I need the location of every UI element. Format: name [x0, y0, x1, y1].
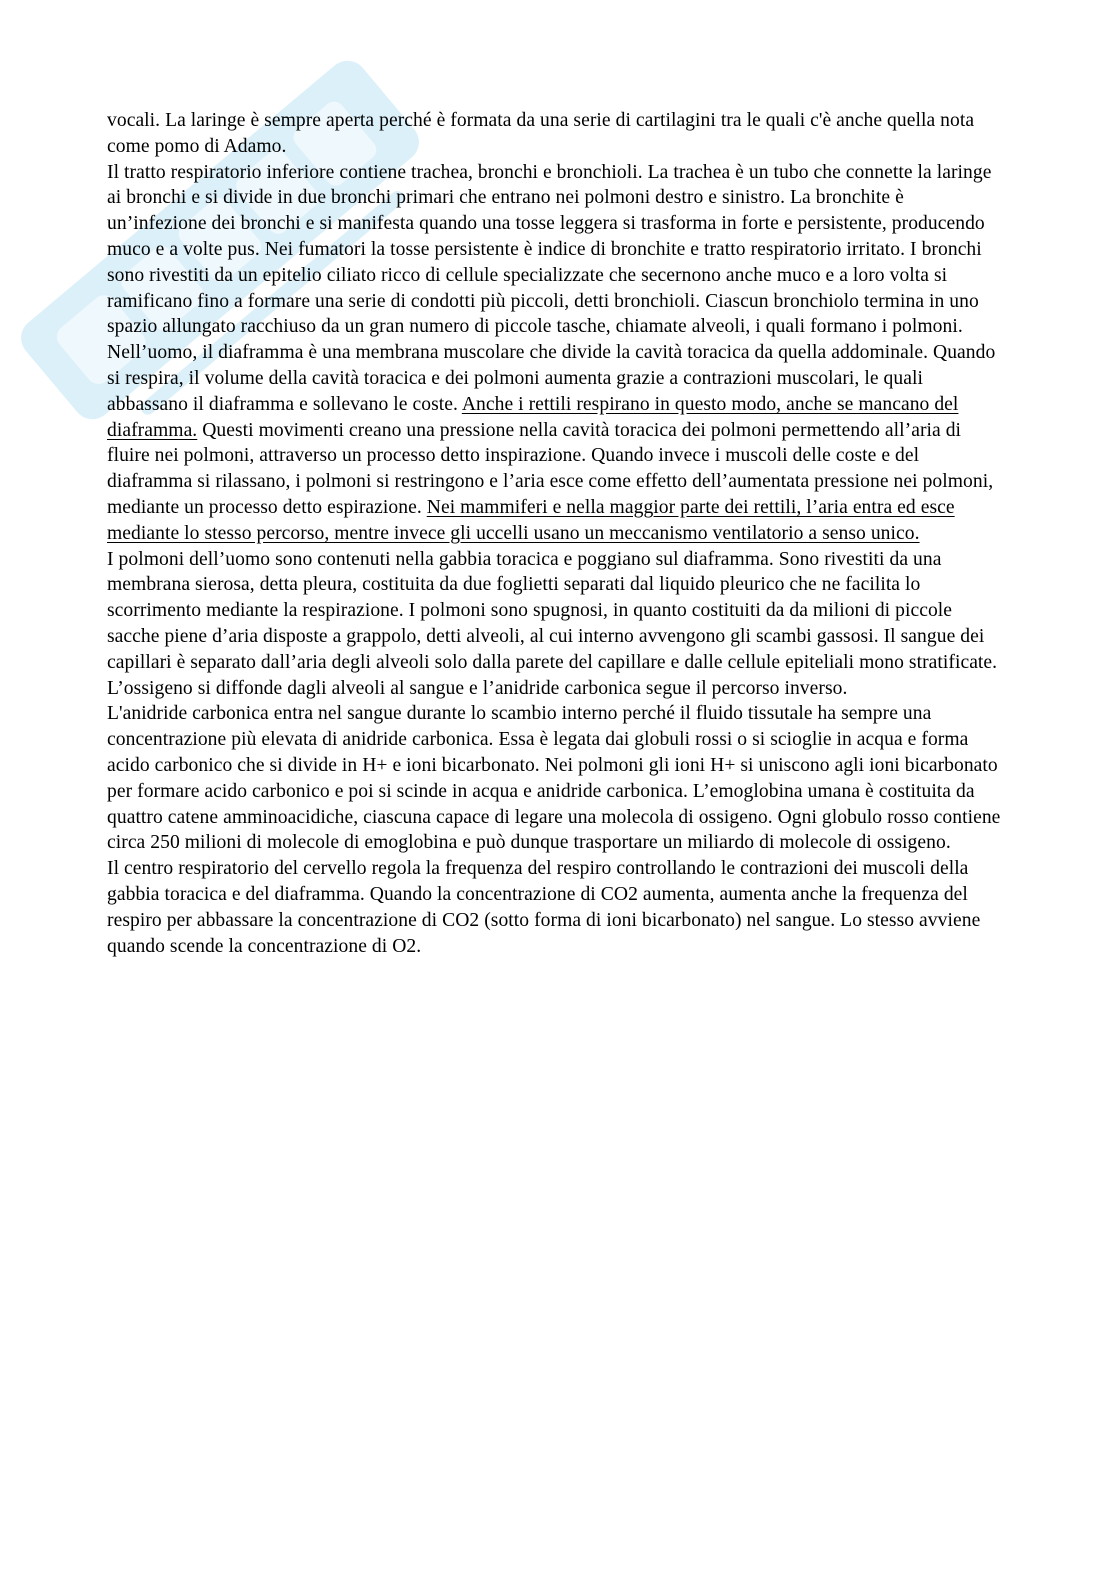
underlined-text: Nei mammiferi e nella maggior parte dei rettili, l’aria entra ed esce mediante lo stesso percorso, mentre invece gli uccelli usano un meccanismo ventilatorio a senso unico.: [107, 496, 955, 544]
text-segment: Nell’uomo, il diaframma è una membrana muscolare che divide la cavità toracica da quella addominale. Quando si respira, il volume della cavità toracica e dei polmoni aumenta grazie a contrazioni muscolari, le quali abbassano il diaframma e sollevano le coste.: [107, 342, 996, 415]
text-segment: Il tratto respiratorio inferiore contiene trachea, bronchi e bronchioli. La trachea è un tubo che connette la laringe ai bronchi e si divide in due bronchi primari che entrano nei polmoni destro e sinistro. La bronchite è un’infezione dei bronchi e si manifesta quando una tosse leggera si trasforma in forte e persistente, producendo muco e a volte pus. Nei fumatori la tosse persistente è indice di bronchite e tratto respiratorio irritato. I bronchi sono rivestiti da un epitelio ciliato ricco di cellule specializzate che secernono anche muco e a loro volta si ramificano fino a formare una serie di condotti più piccoli, detti bronchioli. Ciascun bronchiolo termina in uno spazio allungato racchiuso da un gran numero di piccole tasche, chiamate alveoli, i quali formano i polmoni.: [107, 161, 992, 338]
paragraph: [107, 160, 1007, 341]
paragraph: [107, 856, 1007, 959]
paragraph: [107, 547, 1007, 702]
text-segment: Questi movimenti creano una pressione nella cavità toracica dei polmoni permettendo all’aria di fluire nei polmoni, attraverso un processo detto inspirazione. Quando invece i muscoli delle coste e del diaframma si rilassano, i polmoni si restringono e l’aria esce come effetto dell’aumentata pressione nei polmoni, mediante un processo detto espirazione.: [107, 419, 994, 518]
underlined-text: Anche i rettili respirano in questo modo, anche se mancano del diaframma.: [107, 393, 959, 441]
paragraph: [107, 340, 1007, 546]
text-segment: vocali. La laringe è sempre aperta perché è formata da una serie di cartilagini tra le quali c'è anche quella nota come pomo di Adamo.: [107, 110, 975, 157]
paragraph: [107, 701, 1007, 856]
document-body: [107, 108, 1007, 959]
text-segment: Il centro respiratorio del cervello regola la frequenza del respiro controllando le contrazioni dei muscoli della gabbia toracica e del diaframma. Quando la concentrazione di CO2 aumenta, aumenta anche la frequenza del respiro per abbassare la concentrazione di CO2 (sotto forma di ioni bicarbonato) nel sangue. Lo stesso avviene quando scende la concentrazione di O2.: [107, 858, 981, 957]
paragraph: [107, 108, 1007, 160]
text-segment: I polmoni dell’uomo sono contenuti nella gabbia toracica e poggiano sul diaframma. Sono rivestiti da una membrana sierosa, detta pleura, costituita da due foglietti separati dal liquido pleurico che ne facilita lo scorrimento mediante la respirazione. I polmoni sono spugnosi, in quanto costituiti da da milioni di piccole sacche piene d’aria disposte a grappolo, detti alveoli, al cui interno avvengono gli scambi gassosi. Il sangue dei capillari è separato dall’aria degli alveoli solo dalla parete del capillare e dalle cellule epiteliali mono stratificate. L’ossigeno si diffonde dagli alveoli al sangue e l’anidride carbonica segue il percorso inverso.: [107, 548, 998, 699]
text-segment: L'anidride carbonica entra nel sangue durante lo scambio interno perché il fluido tissutale ha sempre una concentrazione più elevata di anidride carbonica. Essa è legata dai globuli rossi o si scioglie in acqua e forma acido carbonico che si divide in H+ e ioni bicarbonato. Nei polmoni gli ioni H+ si uniscono agli ioni bicarbonato per formare acido carbonico e poi si scinde in acqua e anidride carbonica. L’emoglobina umana è costituita da quattro catene amminoacidiche, ciascuna capace di legare una molecola di ossigeno. Ogni globulo rosso contiene circa 250 milioni di molecole di emoglobina e può dunque trasportare un miliardo di molecole di ossigeno.: [107, 703, 1001, 854]
